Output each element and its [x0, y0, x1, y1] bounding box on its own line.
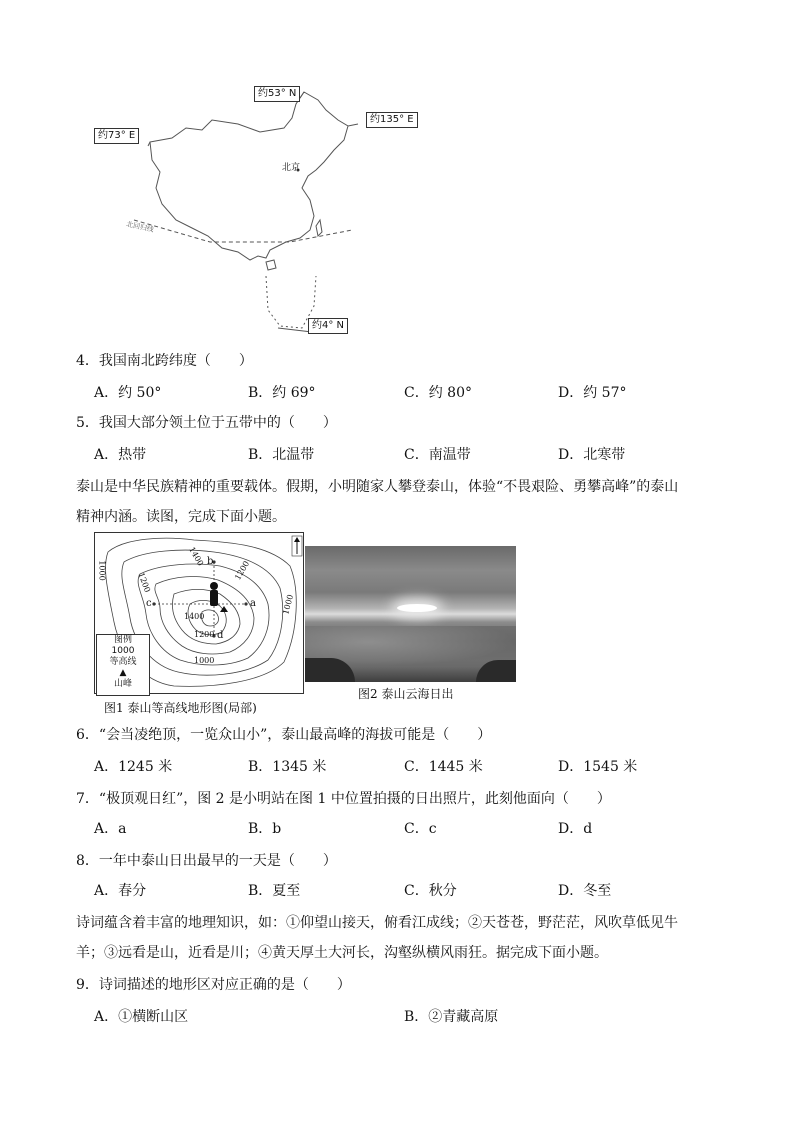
sun-glow	[397, 604, 437, 612]
q7-option-a[interactable]: A．a	[94, 821, 127, 837]
q9-option-a[interactable]: A．①横断山区	[94, 1009, 189, 1025]
q8-option-b[interactable]: B．夏至	[248, 883, 301, 899]
contour-label: 1400	[187, 545, 206, 568]
q8-option-d[interactable]: D．冬至	[558, 883, 612, 899]
point-a-dot	[244, 602, 247, 605]
peak-icon: ▲	[119, 668, 127, 678]
point-label-b: b	[207, 556, 214, 567]
hainan-island	[266, 260, 276, 270]
contour-label: 1400	[184, 612, 205, 621]
q5-option-b[interactable]: B．北温带	[248, 447, 315, 463]
q7-stem: 7．“极顶观日红”，图 2 是小明站在图 1 中位置拍摄的日出照片，此刻他面向（ ）	[76, 791, 611, 807]
q4-option-a[interactable]: A．约 50°	[94, 385, 162, 401]
q6-option-c[interactable]: C．1445 米	[404, 759, 483, 775]
north-arrow-icon	[292, 536, 302, 556]
q9-stem: 9．诗词描述的地形区对应正确的是（ ）	[76, 977, 351, 993]
q8-option-a[interactable]: A．春分	[94, 883, 147, 899]
q5-stem: 5．我国大部分领土位于五带中的（ ）	[76, 415, 337, 431]
label-west: 约73° E	[94, 128, 139, 144]
sunrise-photo	[305, 546, 516, 682]
point-label-d: d	[217, 630, 224, 641]
contour-label: 1000	[281, 593, 296, 616]
tropic-line	[134, 220, 352, 242]
city-beijing: 北京	[282, 163, 301, 173]
legend-peak: 山峰	[113, 679, 132, 689]
intro-poetry-line1: 诗词蕴含着丰富的地理知识，如：①仰望山接天，俯看江成线；②天苍苍，野茫茫，风吹草低见牛	[76, 915, 678, 931]
q4-option-d[interactable]: D．约 57°	[558, 385, 627, 401]
contour-label: 1200	[233, 559, 252, 582]
fig2-caption: 图2 泰山云海日出	[358, 687, 454, 701]
q6-option-b[interactable]: B．1345 米	[248, 759, 327, 775]
q4-option-b[interactable]: B．约 69°	[248, 385, 316, 401]
contour-label: 1200	[194, 630, 215, 639]
point-label-c: c	[146, 598, 152, 609]
legend-contour-value: 1000	[111, 646, 135, 656]
leader-73	[148, 142, 150, 146]
point-label-a: a	[250, 598, 256, 609]
q8-option-c[interactable]: C．秋分	[404, 883, 457, 899]
map-legend	[96, 634, 150, 696]
legend-contour: 等高线	[109, 657, 137, 667]
china-border	[150, 92, 348, 260]
q5-option-d[interactable]: D．北寒带	[558, 447, 626, 463]
q7-option-b[interactable]: B．b	[248, 821, 282, 837]
leader-135	[348, 124, 358, 126]
q5-option-a[interactable]: A．热带	[94, 447, 147, 463]
q4-option-c[interactable]: C．约 80°	[404, 385, 472, 401]
q8-stem: 8．一年中泰山日出最早的一天是（ ）	[76, 853, 337, 869]
q7-option-c[interactable]: C．c	[404, 821, 437, 837]
label-north: 约53° N	[254, 86, 300, 102]
intro-taishan-line2: 精神内涵。读图，完成下面小题。	[76, 509, 286, 525]
contour-label: 1000	[97, 560, 107, 581]
intro-poetry-line2: 羊；③远看是山，近看是川；④黄天厚土大河长，沟壑纵横风雨狂。据完成下面小题。	[76, 945, 608, 961]
q6-option-a[interactable]: A．1245 米	[94, 759, 173, 775]
person-icon	[210, 582, 218, 606]
leader-4	[278, 328, 312, 332]
legend-title: 图例	[113, 635, 132, 645]
contour-label: 1000	[194, 656, 215, 665]
q7-option-d[interactable]: D．d	[558, 821, 593, 837]
fig1-caption: 图1 泰山等高线地形图(局部)	[104, 701, 257, 715]
q6-stem: 6．“会当凌绝顶，一览众山小”，泰山最高峰的海拔可能是（ ）	[76, 727, 492, 743]
q9-option-b[interactable]: B．②青藏高原	[404, 1009, 499, 1025]
q4-stem: 4．我国南北跨纬度（ ）	[76, 353, 253, 369]
contour-label: 1200	[136, 571, 152, 594]
taiwan-island	[316, 220, 322, 236]
q5-option-c[interactable]: C．南温带	[404, 447, 471, 463]
point-c-dot	[152, 602, 155, 605]
label-south: 约4° N	[308, 318, 348, 334]
label-east: 约135° E	[366, 112, 418, 128]
leader-53	[300, 92, 304, 98]
q6-option-d[interactable]: D．1545 米	[558, 759, 638, 775]
intro-taishan-line1: 泰山是中华民族精神的重要载体。假期，小明随家人攀登泰山，体验“不畏艰险、勇攀高峰”的泰山	[76, 479, 679, 495]
tropic-label: 北回归线	[125, 220, 155, 234]
